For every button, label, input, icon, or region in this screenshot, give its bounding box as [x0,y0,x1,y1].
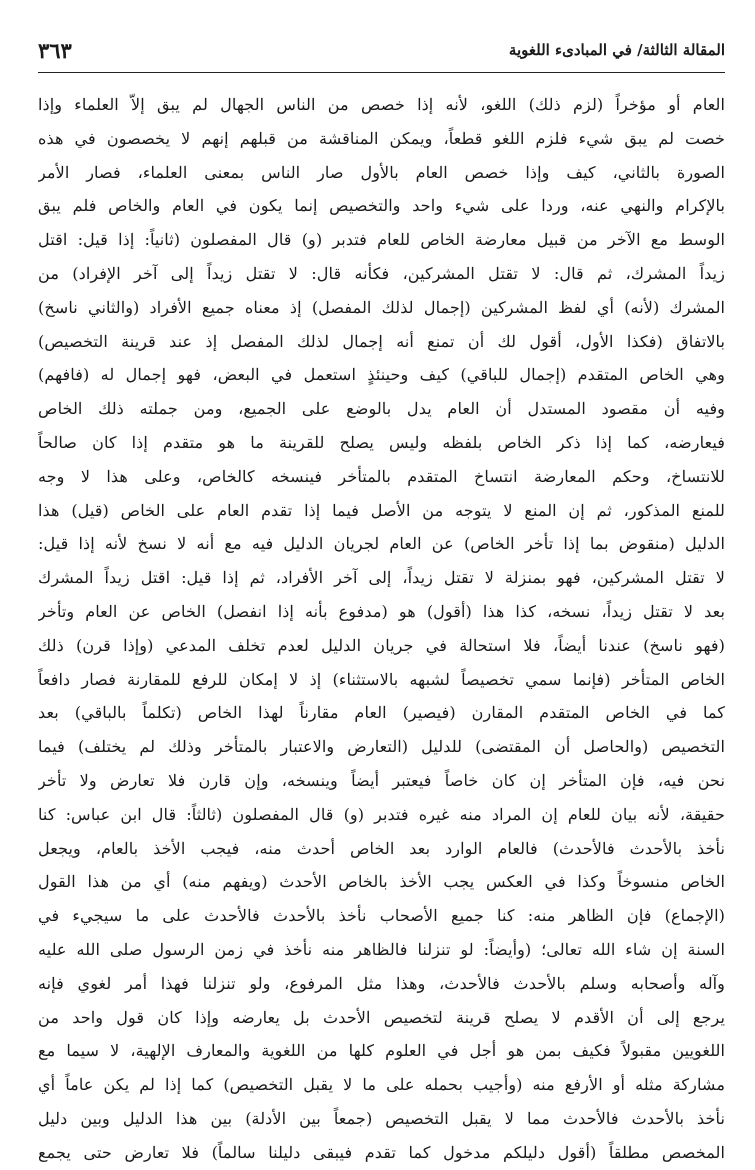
text-line: بالاتفاق (فكذا الأول، أقول لك أن تمنع أنه إجمال لذلك المفصل إذ عند قرينة التخصيص) [38,331,725,351]
text-line: الخاص المتأخر (فإنما سمي تخصيصاً لشبهه بالاستثناء) إذ لا إمكان للرفع للمقارنة فصار دافعاً [38,669,725,689]
text-line: لا تقتل المشركين، فهو بمنزلة لا تقتل زيداً، إلى آخر الأفراد، ثم إذا قيل: اقتل زيداً المشرك [38,568,725,588]
page-header [38,34,725,66]
text-line: اللغويين مقبولاً فكيف بمن هو أجل في العلوم كلها من اللغوية والمعارف الإلهية، لا سيما مع [38,1041,725,1061]
text-line: نأخذ بالأحدث فالأحدث) فالعام الوارد بعد الخاص أحدث منه، فيجب الأخذ بالعام، ويجعل [38,838,725,858]
text-line: (الإجماع) فإن الظاهر منه: كنا جميع الأصحاب نأخذ بالأحدث فالأحدث على ما سيجيء في [38,906,725,926]
text-line: نأخذ بالأحدث فالأحدث مما لا يقبل التخصيص (جمعاً بين الأدلة) بين هذا الدليل وبين دليل [38,1108,725,1128]
text-line: بالإكرام والنهي عنه، وردا على شيء واحد والتخصيص إنما يكون في العام والخاص فلم يبق [38,196,725,216]
text-line: التخصيص (والحاصل أن المقتضى) للدليل (التعارض والاعتبار بالمتأخر وذلك لم يختلف) فيما [38,737,725,757]
text-line: العام أو مؤخراً (لزم ذلك) اللغو، لأنه إذا خصص من الناس الجهال لم يبق إلاّ العلماء وإذا [38,95,725,114]
text-line: كما في الخاص المتقدم المقارن (فيصير) العام مقارناً لهذا الخاص (تكلماً بالباقي) بعد [38,703,725,723]
text-line: وفيه أن مقصود المستدل أن العام يدل بالوضع على الجميع، ومن جملته ذلك الخاص [38,399,725,419]
text-line: للانتساخ، وحكم المعارضة انتساخ المتقدم بالمتأخر فينسخه كالخاص، وعلى هذا لا وجه [38,466,725,486]
text-line: السنة إن شاء الله تعالى؛ (وأيضاً: لو تنزلنا فالظاهر منه نأخذ في زمن الرسول صلى الله عليه [38,939,725,959]
header-divider [38,72,725,73]
text-line: الدليل (منقوض بما إذا تأخر الخاص) عن العام لجريان الدليل فيه مع أنه لا نسخ لأنه إذا قيل: [38,534,725,554]
text-line: الخاص منسوخاً وكذا في العكس يجب الأخذ بالخاص الأحدث (ويفهم منه) أي من هذا القول [38,872,725,892]
page-number: ٣٦٣ [38,37,72,63]
text-line: مشاركة مثله أو الأرفع منه (وأجيب بحمله على ما لا يقبل التخصيص) كما إذا لم يكن عاماً أي [38,1075,725,1095]
body-text [38,88,725,1170]
text-line: للمنع المذكور، ثم إن المنع لا يتوجه من الأصل فيما إذا تقدم العام على الخاص (قيل) هذا [38,500,725,520]
running-head: المقالة الثالثة/ في المبادىء اللغوية [508,41,725,59]
text-line: نحن فيه، فإن المتأخر إن كان خاصاً فيعتبر أيضاً وينسخه، وإن قارن فلا تعارض ولا تأخر [38,770,725,790]
text-line: الصورة بالثاني، كيف وإذا خصص العام بالأول صار الناس بمعنى العلماء، فصار الأمر [38,162,725,182]
text-line: المخصص مطلقاً (أقول دليلكم مدخول كما تقدم فيبقى دليلنا سالماً) فلا تعارض حتى يجمع [38,1142,725,1162]
text-line: وهي الخاص المتقدم (إجمال للباقي) كيف وحينئذٍ استعمل في البعض، فهو إجمال له (فافهم) [38,365,725,385]
text-line: حقيقة، لأنه بيان للعام إن المراد منه غيره فتدبر (و) قال المفصلون (ثالثاً: قال ابن عباس: كنا [38,804,725,824]
text-line: خصت لم يبق شيء فلزم اللغو قطعاً، ويمكن المناقشة من قبلهم إنهم لا يخصصون في هذه [38,128,725,148]
text-line: الوسط مع الآخر من قبيل معارضة الخاص للعام فتدبر (و) قال المفصلون (ثانياً: إذا قيل: اقتل [38,230,725,250]
text-line: زيداً المشرك، ثم قال: لا تقتل المشركين، فكأنه قال: لا تقتل زيداً إلى آخر الإفراد) من [38,263,725,283]
text-line: وآله وأصحابه وسلم بالأحدث فالأحدث، وهذا مثل المرفوع، ولو تنزلنا فهذا أمر لغوي فإنه [38,973,725,993]
text-line: فيعارضه، كما إذا ذكر الخاص بلفظه وليس يصلح للقرينة ما هو متقدم إذا كان صالحاً [38,432,725,452]
text-line: يرجع إلى أن الأقدم لا يصلح قرينة لتخصيص الأحدث بل يعارضه وإذا كان قول واحد من [38,1007,725,1027]
text-line: بعد لا تقتل زيداً، نسخه، كذا هذا (أقول) هو (مدفوع بأنه إذا انفصل) الخاص عن العام وتأخر [38,601,725,621]
text-line: (فهو ناسخ) عندنا أيضاً، فلا استحالة في جريان الدليل لعدم تخلف المدعي (وإذا قرن) ذلك [38,635,725,655]
text-line: المشرك (لأنه) أي لفظ المشركين (إجمال لذلك المفصل) إذ معناه جميع الأفراد (والثاني ناسخ) [38,297,725,317]
